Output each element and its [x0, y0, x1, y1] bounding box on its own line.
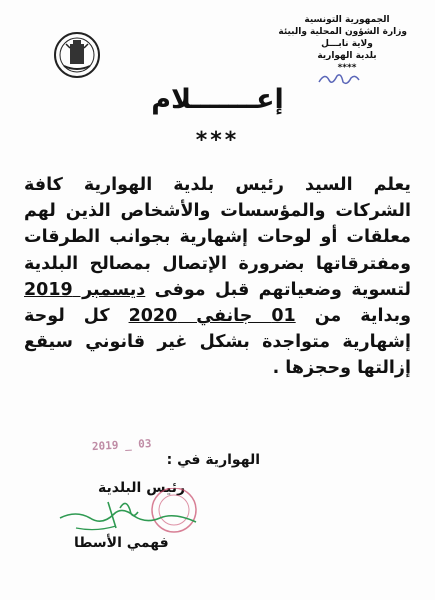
body-line: الشركات والمؤسسات والأشخاص الذين لهم — [24, 201, 411, 222]
body-line-text: لتسوية وضعياتهم قبل موفى — [154, 279, 411, 300]
start-date: 01 جانفي 2020 — [128, 306, 296, 327]
body-line: إزالتها وحجزها . — [272, 358, 411, 379]
body-line: معلقات أو لوحات إشهارية بجوانب الطرقات — [24, 227, 411, 248]
notice-body — [24, 172, 411, 382]
deadline-date: ديسمبر 2019 — [24, 279, 146, 300]
notice-title: إعـــــــلام — [151, 84, 284, 115]
signatory-title: رئيس البلدية — [98, 480, 186, 496]
place-and-date: الهوارية في : — [166, 452, 260, 468]
letterhead-country: الجمهورية التونسية — [304, 15, 390, 25]
municipality-emblem-icon — [52, 30, 102, 80]
date-stamp: 2019 _ 03 — [91, 436, 152, 454]
body-line: يعلم السيد رئيس بلدية الهوارية كافة — [24, 175, 411, 195]
body-line — [24, 303, 411, 329]
letterhead-ministry: وزارة الشؤون المحلية والبيئة — [278, 27, 407, 37]
letterhead — [278, 14, 407, 74]
body-line-text: وبداية من — [314, 306, 412, 327]
letterhead-governorate: ولاية نابـــل — [321, 39, 373, 49]
body-line: ومفترقاتها بضرورة الإتصال بمصالح البلدية — [24, 253, 411, 274]
title-separator: *** — [195, 128, 240, 153]
body-line — [24, 277, 411, 303]
body-line: إشهارية متواجدة بشكل غير قانوني سيقع — [24, 332, 411, 353]
letterhead-municipality: بلدية الهوارية — [317, 51, 377, 61]
body-line-text: كل لوحة — [24, 306, 110, 327]
letterhead-stars: **** — [337, 63, 357, 73]
signatory-name: فهمي الأسطا — [74, 535, 169, 551]
